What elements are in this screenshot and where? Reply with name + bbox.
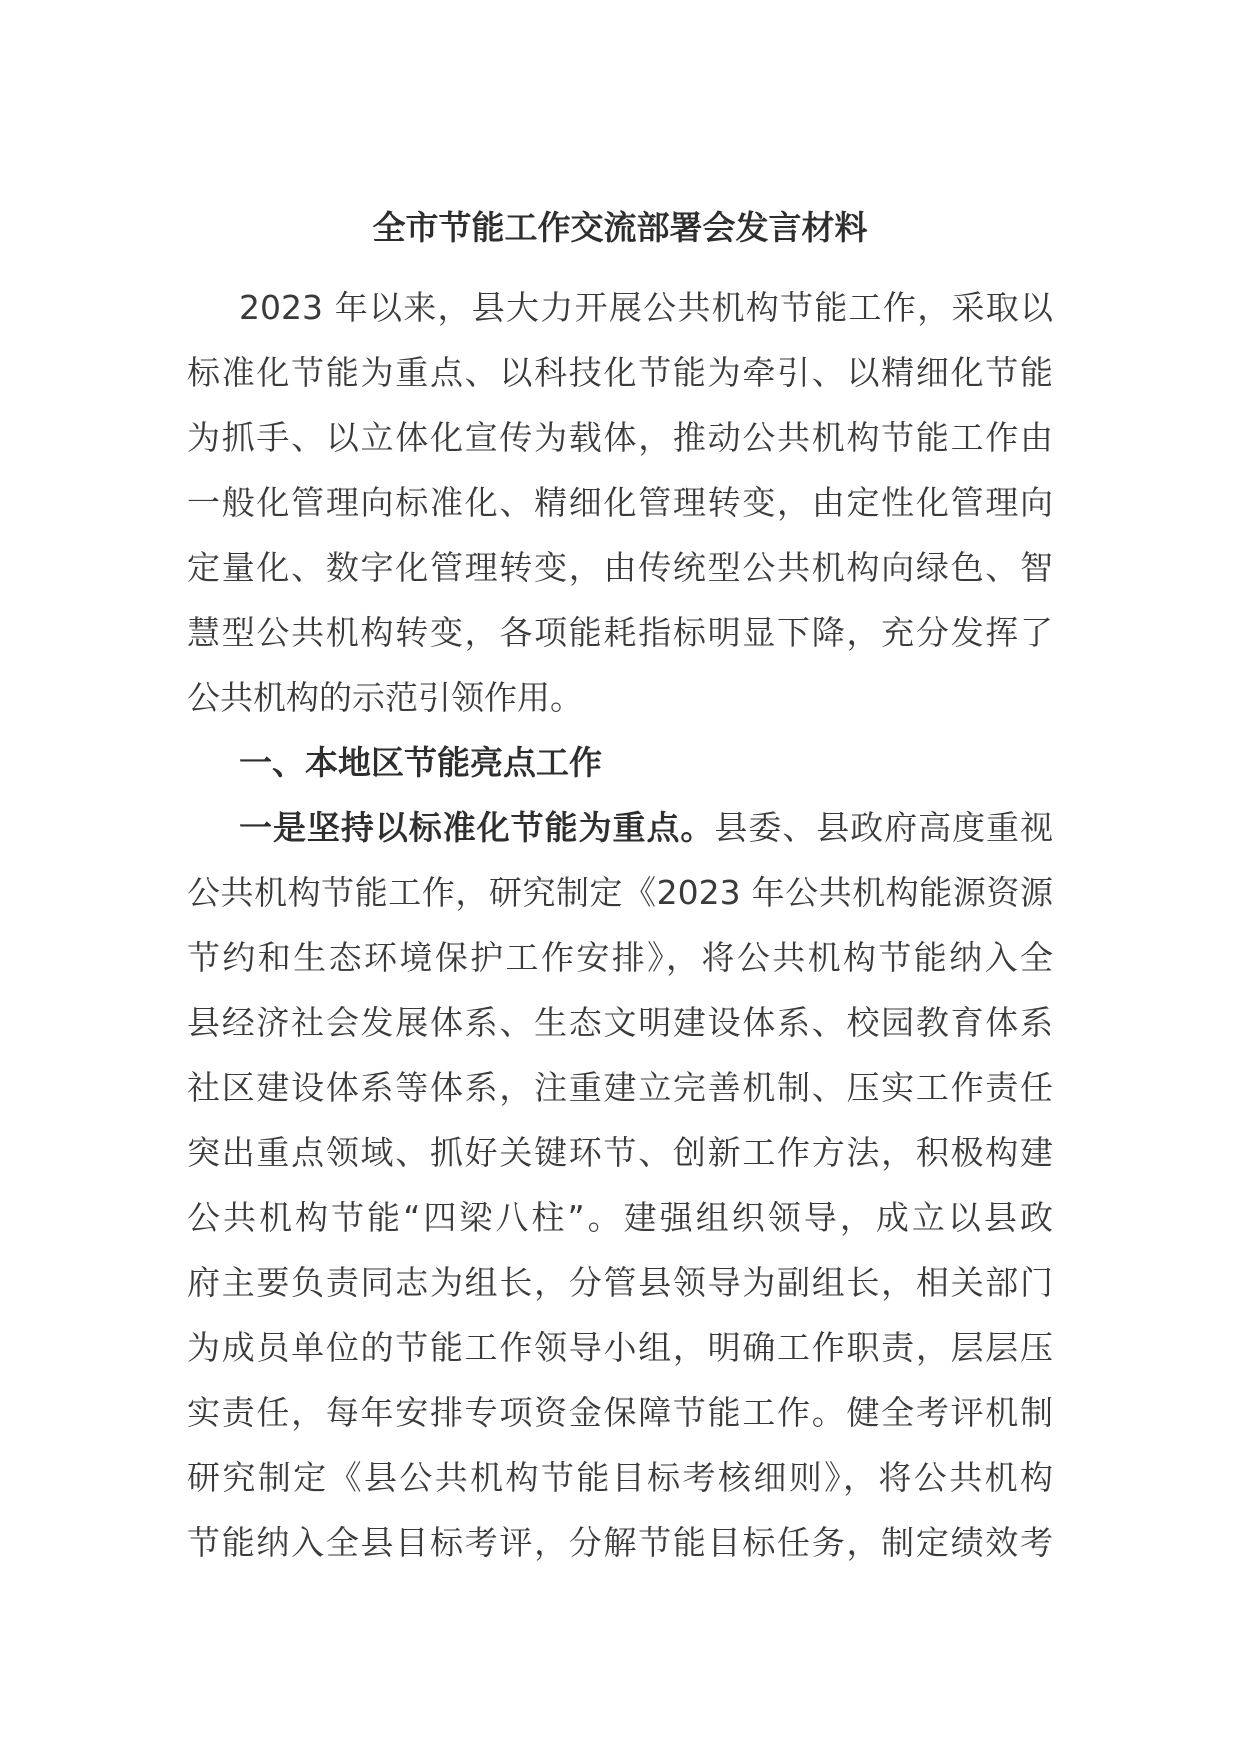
point-lead: 一是坚持以标准化节能为重点。 xyxy=(239,808,715,847)
paragraph-line: 府主要负责同志为组长，分管县领导为副组长，相关部门 xyxy=(187,1263,1053,1302)
paragraph-line: 一般化管理向标准化、精细化管理转变，由定性化管理向 xyxy=(187,483,1053,522)
paragraph-line: 县经济社会发展体系、生态文明建设体系、校园教育体系 xyxy=(187,1003,1053,1042)
paragraph-line: 慧型公共机构转变，各项能耗指标明显下降，充分发挥了 xyxy=(187,613,1053,652)
paragraph-line: 节能纳入全县目标考评，分解节能目标任务，制定绩效考 xyxy=(187,1523,1053,1562)
point-lead-rest: 县委、县政府高度重视 xyxy=(714,808,1054,847)
paragraph-line: 节约和生态环境保护工作安排》，将公共机构节能纳入全 xyxy=(187,938,1053,977)
paragraph-line: 标准化节能为重点、以科技化节能为牵引、以精细化节能 xyxy=(187,353,1053,392)
paragraph-line: 公共机构节能工作，研究制定《2023 年公共机构能源资源 xyxy=(187,873,1053,912)
paragraph-line: 公共机构节能“四梁八柱”。建强组织领导，成立以县政 xyxy=(187,1198,1053,1237)
paragraph-line: 为抓手、以立体化宣传为载体，推动公共机构节能工作由 xyxy=(187,418,1053,457)
section-heading: 一、本地区节能亮点工作 xyxy=(239,743,602,782)
paragraph-line: 公共机构的示范引领作用。 xyxy=(187,678,583,717)
document-body xyxy=(187,275,1053,1575)
document-title: 全市节能工作交流部署会发言材料 xyxy=(372,208,868,247)
paragraph-line: 社区建设体系等体系，注重建立完善机制、压实工作责任 xyxy=(187,1068,1053,1107)
paragraph-line: 突出重点领域、抓好关键环节、创新工作方法，积极构建 xyxy=(187,1133,1053,1172)
paragraph-line: 定量化、数字化管理转变，由传统型公共机构向绿色、智 xyxy=(187,548,1053,587)
paragraph-line xyxy=(187,795,1053,860)
paragraph-line: 为成员单位的节能工作领导小组，明确工作职责，层层压 xyxy=(187,1328,1053,1367)
paragraph-line: 2023 年以来，县大力开展公共机构节能工作，采取以 xyxy=(239,288,1053,327)
paragraph-line: 实责任，每年安排专项资金保障节能工作。健全考评机制 xyxy=(187,1393,1053,1432)
paragraph-line: 研究制定《县公共机构节能目标考核细则》，将公共机构 xyxy=(187,1458,1053,1497)
